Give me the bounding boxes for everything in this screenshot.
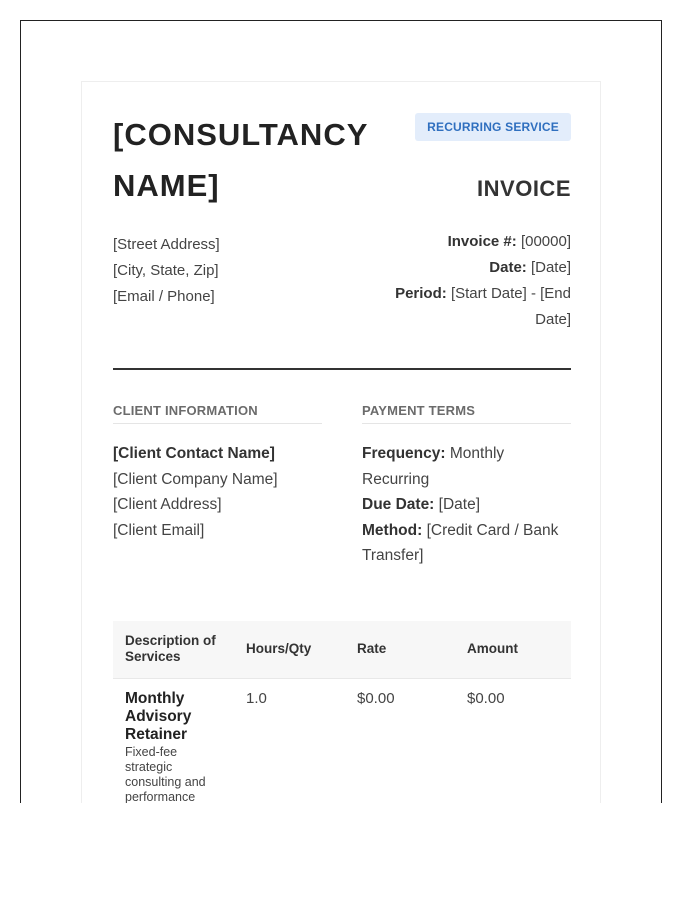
invoice-page <box>81 81 601 803</box>
due-date-label: Due Date: <box>362 496 435 513</box>
client-information-section <box>113 403 322 543</box>
frequency-value: Monthly Recurring <box>362 445 505 488</box>
frequency-label: Frequency: <box>362 445 446 462</box>
header-description: Description of Services <box>125 633 216 664</box>
invoice-period-line <box>371 281 571 333</box>
frequency-line <box>362 441 571 492</box>
service-amount: $0.00 <box>467 690 505 707</box>
invoice-period-value: [Start Date] - [End Date] <box>450 285 571 328</box>
recurring-service-badge: RECURRING SERVICE <box>415 113 571 141</box>
header-divider <box>113 368 571 370</box>
header-rate: Rate <box>357 641 387 656</box>
client-contact-name: [Client Contact Name] <box>113 445 275 462</box>
invoice-period-label: Period: <box>395 285 447 302</box>
client-address: [Client Address] <box>113 496 222 513</box>
table-header-row <box>113 621 571 679</box>
client-company-name: [Client Company Name] <box>113 470 278 488</box>
client-email: [Client Email] <box>113 521 205 539</box>
city-state-zip: [City, State, Zip] <box>113 262 219 279</box>
invoice-date-label: Date: <box>489 259 527 276</box>
email-phone: [Email / Phone] <box>113 288 215 305</box>
services-table <box>113 621 571 803</box>
document-viewport <box>20 20 662 803</box>
service-description: Fixed-fee strategic consulting and performance <box>125 745 206 803</box>
payment-terms-section <box>362 403 571 569</box>
header-hours-qty: Hours/Qty <box>246 641 312 656</box>
street-address: [Street Address] <box>113 236 220 253</box>
due-date-value: [Date] <box>438 496 481 513</box>
payment-method-label: Method: <box>362 521 423 539</box>
invoice-date-value: [Date] <box>530 259 571 276</box>
service-name: Monthly Advisory Retainer <box>125 690 192 743</box>
invoice-number-value: [00000] <box>520 233 571 250</box>
client-information-body <box>113 441 322 543</box>
header-amount: Amount <box>467 641 518 656</box>
service-rate: $0.00 <box>357 690 395 707</box>
invoice-date-line <box>371 255 571 281</box>
company-name: [CONSULTANCY NAME] <box>113 117 368 203</box>
payment-terms-title: PAYMENT TERMS <box>362 403 571 424</box>
company-address <box>113 232 220 310</box>
table-row <box>113 679 571 803</box>
payment-method-line <box>362 518 571 569</box>
invoice-meta <box>371 229 571 333</box>
payment-terms-body <box>362 441 571 569</box>
service-qty: 1.0 <box>246 690 267 707</box>
payment-method-value: [Credit Card / Bank Transfer] <box>362 521 559 564</box>
client-information-title: CLIENT INFORMATION <box>113 403 322 424</box>
invoice-number-label: Invoice #: <box>447 233 517 250</box>
service-description-cell <box>125 690 225 803</box>
invoice-number-line <box>371 229 571 255</box>
invoice-title: INVOICE <box>477 176 571 201</box>
due-date-line <box>362 492 571 518</box>
